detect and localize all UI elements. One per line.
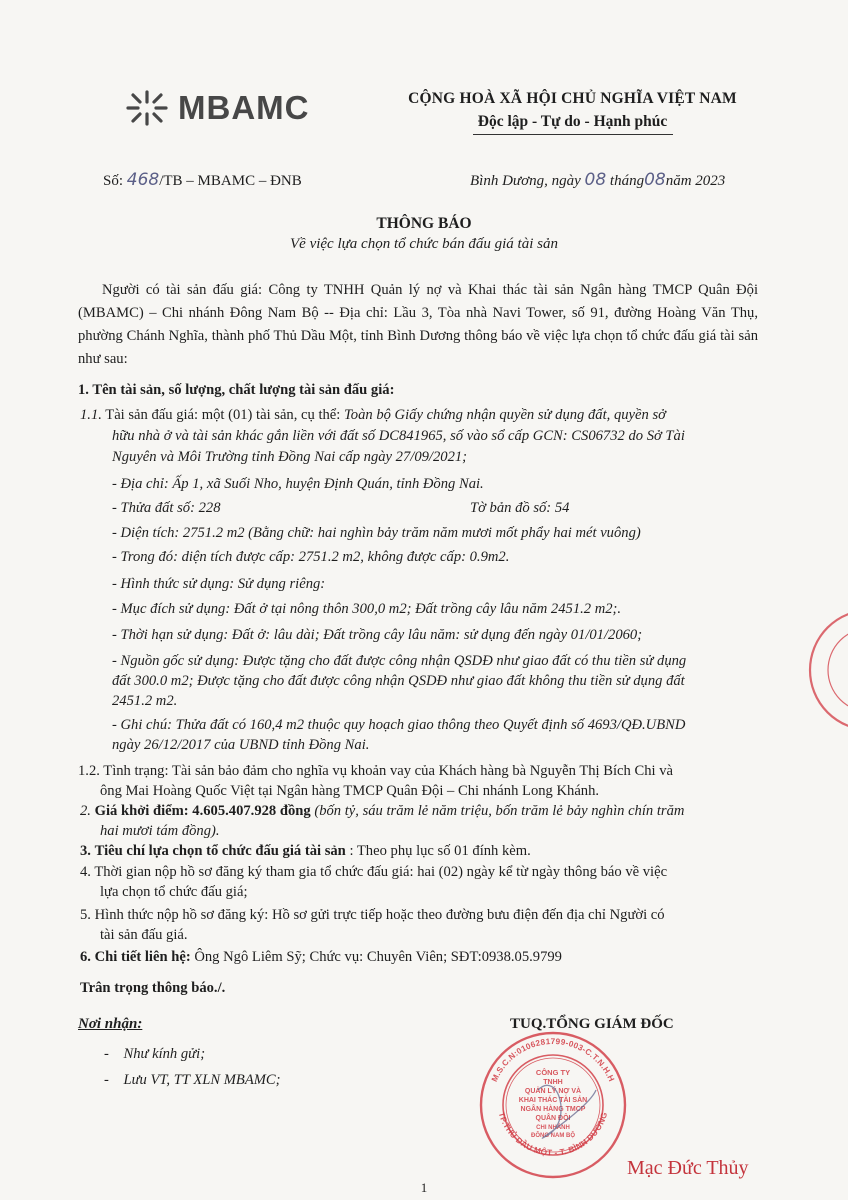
section-6: 6. Chi tiết liên hệ: Ông Ngô Liêm Sỹ; Chức vụ: Chuyên Viên; SĐT:0938.05.9799 [80, 949, 562, 965]
seal-center-line: CHI NHÁNH [536, 1125, 570, 1131]
detail-note-line-2: ngày 26/12/2017 của UBND tỉnh Đồng Nai. [112, 737, 370, 753]
section-1-heading: 1. Tên tài sản, số lượng, chất lượng tài sản đấu giá: [78, 382, 395, 398]
section-1-2-line-1: 1.2. Tình trạng: Tài sản bảo đảm cho nghĩa vụ khoản vay của Khách hàng bà Nguyễn Thị Bích Chi và [78, 763, 673, 779]
recipient-item: - Như kính gửi; [104, 1046, 206, 1062]
detail-address: - Địa chỉ: Ấp 1, xã Suối Nho, huyện Định Quán, tỉnh Đồng Nai. [112, 476, 484, 492]
detail-plot: - Thửa đất số: 228 [112, 500, 221, 516]
section-5-line-2: tài sản đấu giá. [100, 927, 188, 943]
detail-use-form: - Hình thức sử dụng: Sử dụng riêng: [112, 576, 326, 592]
seal-center-line: KHAI THÁC TÀI SẢN [518, 1097, 588, 1104]
detail-origin-line-3: 2451.2 m2. [112, 693, 178, 709]
seal-center-line: QUẢN LÝ NỢ VÀ [524, 1088, 582, 1095]
closing: Trân trọng thông báo./. [80, 980, 226, 996]
detail-origin-line-2: đất 300.0 m2; Được tặng cho đất được công nhận QSDĐ như giao đất không thu tiền sử dụng đất [112, 673, 685, 689]
section-5-line-1: 5. Hình thức nộp hồ sơ đăng ký: Hồ sơ gửi trực tiếp hoặc theo đường bưu điện đến địa chỉ Người có [80, 907, 665, 923]
section-2-line-2: hai mươi tám đồng). [100, 823, 220, 839]
section-1-1-line-1: 1.1. Tài sản đấu giá: một (01) tài sản, cụ thể: Toàn bộ Giấy chứng nhận quyền sử dụng đất, quyền sở [80, 407, 666, 423]
logo-text: MBAMC [178, 89, 310, 126]
detail-map-sheet: Tờ bản đồ số: 54 [470, 500, 570, 516]
section-3: 3. Tiêu chí lựa chọn tổ chức đấu giá tài sản : Theo phụ lục số 01 đính kèm. [80, 843, 531, 859]
detail-origin-line-1: - Nguồn gốc sử dụng: Được tặng cho đất được công nhận QSDĐ như giao đất có thu tiền sử dụng [112, 653, 687, 669]
seal-center-line: CÔNG TY [535, 1068, 571, 1077]
document-date: Bình Dương, ngày 08 tháng08năm 2023 [470, 170, 726, 190]
mbamc-star-icon [122, 88, 172, 128]
seal-bottom-text: TP.THỦ DẦU MỘT - T. BÌNH DƯƠNG [496, 1110, 610, 1158]
seal-ring-text: M.S.C.N:0106281799-003-C.T.N.H.H [489, 1036, 617, 1084]
signer-name: Mạc Đức Thủy [627, 1157, 749, 1179]
detail-use-term: - Thời hạn sử dụng: Đất ở: lâu dài; Đất trồng cây lâu năm: sử dụng đến ngày 01/01/2060; [112, 627, 643, 643]
nation-motto: Độc lập - Tự do - Hạnh phúc [477, 113, 668, 130]
document-number: Số: 468/TB – MBAMC – ĐNB [103, 170, 302, 190]
company-logo [122, 88, 309, 128]
nation-title: CỘNG HOÀ XÃ HỘI CHỦ NGHĨA VIỆT NAM [408, 90, 737, 107]
handwritten-number: 468 [126, 170, 160, 190]
recipients-title: Nơi nhận: [78, 1016, 143, 1032]
motto-underline [473, 134, 673, 135]
detail-area: - Diện tích: 2751.2 m2 (Bằng chữ: hai nghìn bảy trăm năm mươi mốt phẩy hai mét vuông) [112, 525, 641, 541]
section-1-2-line-2: ông Mai Hoàng Quốc Việt tại Ngân hàng TMCP Quân Đội – Chi nhánh Long Khánh. [100, 783, 600, 799]
handwritten-day: 08 [584, 170, 607, 190]
intro-paragraph: Người có tài sản đấu giá: Công ty TNHH Quản lý nợ và Khai thác tài sản Ngân hàng TMCP Quân Đội (MBAMC) – Chi nhánh Đông Nam Bộ -- Địa chỉ: Lầu 3, Tòa nhà Navi Tower, số 91, đường Hoàng Văn Thụ, phường Chánh Nghĩa, thành phố Thủ Dầu Một, tỉnh Bình Dương thông báo về việc lựa chọn tổ chức đấu giá tài sản như sau: [78, 282, 758, 367]
document-subtitle: Về việc lựa chọn tổ chức bán đấu giá tài sản [290, 236, 558, 252]
seal-center-line: QUÂN ĐỘI [535, 1115, 571, 1122]
detail-note-line-1: - Ghi chú: Thửa đất có 160,4 m2 thuộc quy hoạch giao thông theo Quyết định số 4693/QĐ.UBND [112, 717, 686, 733]
detail-use-purpose: - Mục đích sử dụng: Đất ở tại nông thôn 300,0 m2; Đất trồng cây lâu năm 2451.2 m2;. [112, 601, 622, 617]
section-4-line-1: 4. Thời gian nộp hồ sơ đăng ký tham gia tổ chức đấu giá: hai (02) ngày kể từ ngày thông báo về việc [80, 864, 668, 880]
seal-center-line: NGÂN HÀNG TMCP [520, 1106, 586, 1113]
edge-seal [800, 600, 848, 740]
national-header [380, 90, 765, 135]
detail-area-split: - Trong đó: diện tích được cấp: 2751.2 m2, không được cấp: 0.9m2. [112, 549, 510, 565]
company-seal [478, 1030, 628, 1180]
section-4-line-2: lựa chọn tổ chức đấu giá; [100, 884, 248, 900]
document-title: THÔNG BÁO [376, 215, 472, 232]
seal-center-line: TNHH [543, 1079, 563, 1086]
section-1-1-line-2: hữu nhà ở và tài sản khác gắn liền với đất số DC841965, số vào sổ cấp GCN: CS06732 do Sở Tài [112, 428, 685, 444]
seal-center-line: ĐÔNG NAM BỘ [531, 1133, 575, 1139]
handwritten-month: 08 [644, 170, 666, 190]
section-2-line-1: 2. Giá khởi điểm: 4.605.407.928 đồng (bốn tỷ, sáu trăm lẻ năm triệu, bốn trăm lẻ bảy nghìn chín trăm [80, 803, 685, 819]
section-1-1-line-3: Nguyên và Môi Trường tỉnh Đồng Nai cấp ngày 27/09/2021; [112, 449, 468, 465]
recipient-item: - Lưu VT, TT XLN MBAMC; [104, 1072, 281, 1088]
signature-title: TUQ.TỔNG GIÁM ĐỐC [510, 1016, 674, 1032]
page-number: 1 [420, 1180, 428, 1195]
